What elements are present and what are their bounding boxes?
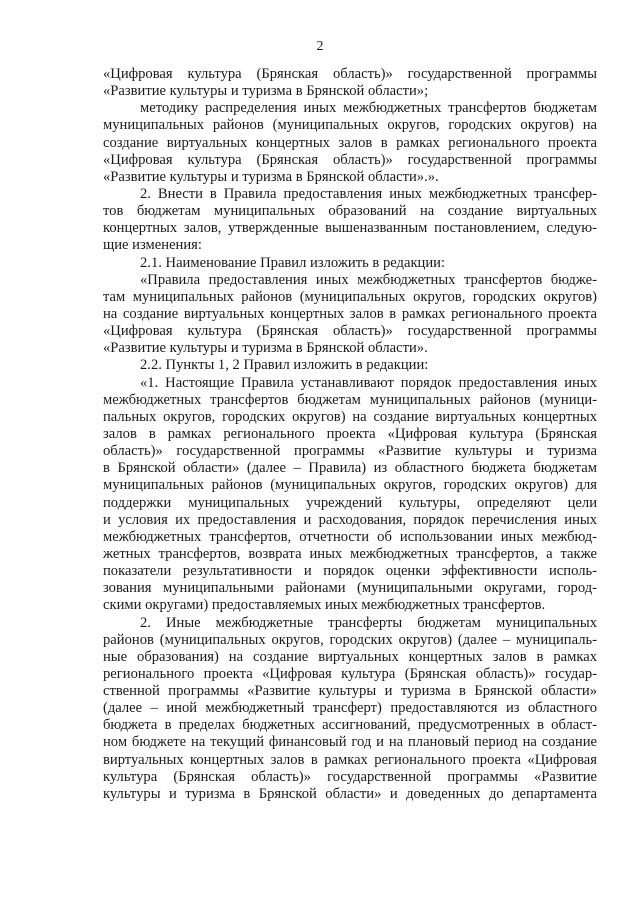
text-line: область)» государственной программы «Развитие культуры и туризма bbox=[103, 443, 597, 460]
text-line: бюджета в пределах бюджетных ассигнований, предусмотренных в област- bbox=[103, 717, 597, 734]
text-line: регионального проекта «Цифровая культура (Брянская область)» государ- bbox=[103, 665, 597, 682]
text-line: «Цифровая культура (Брянская область)» государственной программы bbox=[103, 66, 597, 82]
text-line: 2. Иные межбюджетные трансферты бюджетам муниципальных bbox=[140, 614, 597, 631]
text-line: пальных округов, городских округов) на создание виртуальных концертных bbox=[103, 408, 597, 425]
text-line: (далее – иной межбюджетный трансферт) предоставляются из областного bbox=[103, 700, 597, 717]
text-line: 2.1. Наименование Правил изложить в редакции: bbox=[140, 254, 446, 271]
text-line: «Развитие культуры и туризма в Брянской области»; bbox=[103, 83, 429, 100]
text-line: «Цифровая культура (Брянская область)» государственной программы bbox=[103, 151, 597, 168]
text-line: муниципальных районов (муниципальных округов, городских округов) для bbox=[103, 477, 597, 494]
text-line: районов (муниципальных округов, городских округов) (далее – муниципаль- bbox=[103, 631, 597, 648]
text-line: щие изменения: bbox=[103, 237, 202, 254]
text-line: культура (Брянская область)» государственной программы «Развитие bbox=[103, 768, 597, 785]
text-line: муниципальных районов (муниципальных округов, городских округов) на bbox=[103, 117, 597, 134]
text-line: там муниципальных районов (муниципальных округов, городских округов) bbox=[103, 288, 597, 305]
text-line: виртуальных концертных залов в рамках регионального проекта «Цифровая bbox=[103, 751, 597, 768]
text-line: «Правила предоставления иных межбюджетных трансфертов бюдже- bbox=[140, 271, 597, 288]
text-line: создание виртуальных концертных залов в рамках регионального проекта bbox=[103, 134, 597, 151]
text-line: в Брянской области» (далее – Правила) из областного бюджета бюджетам bbox=[103, 460, 597, 477]
text-line: и условия их предоставления и расходования, порядок перечисления иных bbox=[103, 511, 597, 528]
text-line: концертных залов, утвержденные вышеназванным постановлением, следую- bbox=[103, 220, 597, 237]
text-line: поддержки муниципальных учреждений культуры, определяют цели bbox=[103, 494, 597, 511]
text-line: ные образования) на создание виртуальных концертных залов в рамках bbox=[103, 648, 597, 665]
text-line: «Развитие культуры и туризма в Брянской области».». bbox=[103, 168, 439, 185]
text-line: «1. Настоящие Правила устанавливают порядок предоставления иных bbox=[140, 374, 597, 391]
text-line: залов в рамках регионального проекта «Цифровая культура (Брянская bbox=[103, 425, 597, 442]
text-line: «Цифровая культура (Брянская область)» государственной программы bbox=[103, 323, 597, 340]
text-line: показатели результативности и порядок оценки эффективности исполь- bbox=[103, 563, 597, 580]
text-line: культуры и туризма в Брянской области» и доведенных до департамента bbox=[103, 785, 597, 802]
text-line: «Развитие культуры и туризма в Брянской области». bbox=[103, 340, 428, 357]
text-line: скими округами) предоставляемых иных межбюджетных трансфертов. bbox=[103, 597, 546, 614]
text-line: на создание виртуальных концертных залов в рамках регионального проекта bbox=[103, 305, 597, 322]
text-line: зования муниципальными районами (муниципальными округами, город- bbox=[103, 580, 597, 597]
page-number: 2 bbox=[316, 39, 324, 54]
text-line: ном бюджете на текущий финансовый год и на плановый период на создание bbox=[103, 734, 597, 751]
text-line: методику распределения иных межбюджетных трансфертов бюджетам bbox=[140, 100, 597, 117]
text-line: 2. Внести в Правила предоставления иных межбюджетных трансфер- bbox=[140, 185, 597, 202]
text-line: жетных трансфертов, возврата иных межбюджетных трансфертов, а также bbox=[103, 545, 597, 562]
text-line: ственной программы «Развитие культуры и туризма в Брянской области» bbox=[103, 683, 597, 700]
text-line: тов бюджетам муниципальных образований на создание виртуальных bbox=[103, 203, 597, 220]
text-line: межбюджетных трансфертов бюджетам муниципальных районов (муници- bbox=[103, 391, 597, 408]
text-line: межбюджетных трансфертов, отчетности об использовании иных межбюд- bbox=[103, 528, 597, 545]
document-body bbox=[103, 66, 597, 803]
text-line: 2.2. Пункты 1, 2 Правил изложить в редакции: bbox=[140, 357, 429, 374]
